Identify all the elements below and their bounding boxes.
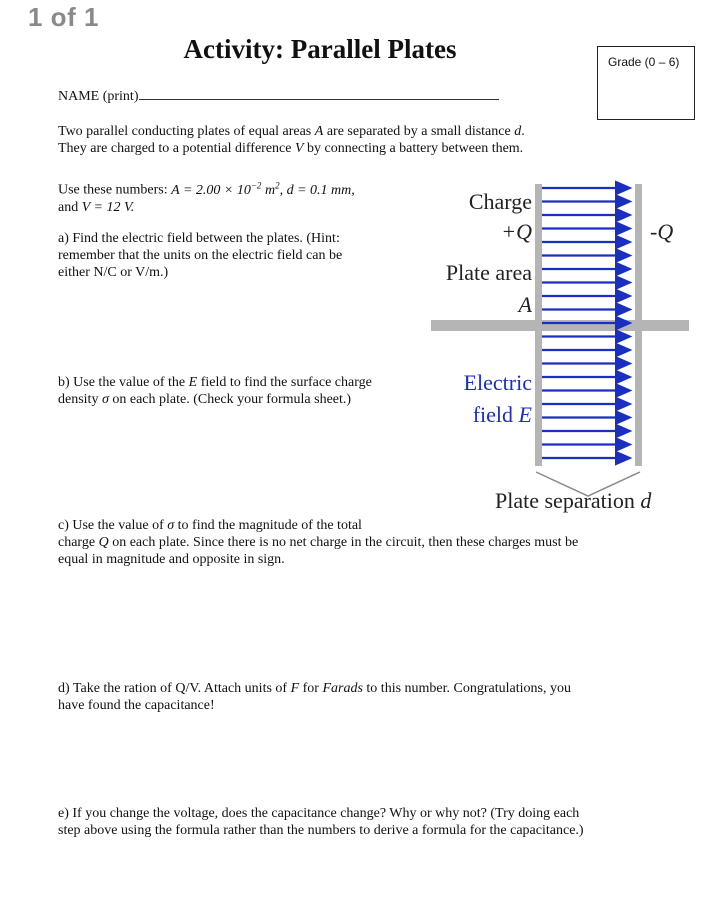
name-label: NAME (print)	[58, 89, 139, 104]
grade-box[interactable]	[597, 46, 695, 120]
intro-line-2: They are charged to a potential difference V by connecting a battery between them.	[58, 141, 524, 156]
page-counter: 1 of 1	[28, 2, 99, 32]
separation-label: Plate separation d	[495, 488, 652, 513]
question-b: b) Use the value of the E field to find the surface charge density σ on each plate. (Check your formula sheet.)	[58, 375, 372, 407]
intro-paragraph	[58, 123, 598, 157]
field-arrows	[542, 188, 628, 458]
electric-label: Electric	[463, 370, 532, 395]
plus-q-label: +Q	[501, 219, 532, 244]
numbers-line-1: Use these numbers: $A = 2.00 \times 10^{-2}$ $m^2$, d = 0.1 mm,	[58, 180, 355, 198]
intro-line-1: Two parallel conducting plates of equal areas A are separated by a small distance d.	[58, 124, 525, 139]
question-c: c) Use the value of σ to find the magnitude of the total charge Q on each plate. Since there is no net charge in the circuit, then these charges must be equal in magnitude and opposite in sign.	[58, 518, 579, 567]
negative-plate	[635, 184, 642, 466]
grade-label: Grade (0 – 6)	[608, 55, 680, 69]
plate-area-label: Plate area	[445, 260, 532, 285]
numbers-line-2: and V = 12 V.	[58, 199, 135, 215]
question-a: a) Find the electric field between the plates. (Hint: remember that the units on the electric field can be either N/C or V/m.)	[58, 231, 343, 280]
field-label: field E	[472, 402, 532, 427]
parallel-plate-diagram	[425, 180, 695, 520]
name-underline[interactable]	[139, 87, 499, 100]
positive-plate	[535, 184, 542, 466]
question-d: d) Take the ration of Q/V. Attach units of F for Farads to this number. Congratulations, you have found the capacitance!	[58, 681, 571, 713]
question-e: e) If you change the voltage, does the capacitance change? Why or why not? (Try doing each step above using the formula rather than the numbers to derive a formula for the capacitance.)	[58, 806, 584, 838]
minus-q-label: -Q	[650, 219, 674, 244]
given-numbers	[58, 177, 418, 216]
charge-label: Charge	[468, 189, 532, 214]
name-field[interactable]	[58, 87, 499, 105]
plate-area-bar	[431, 320, 689, 331]
page-title: Activity: Parallel Plates	[183, 34, 457, 64]
plate-area-symbol: A	[518, 292, 532, 317]
